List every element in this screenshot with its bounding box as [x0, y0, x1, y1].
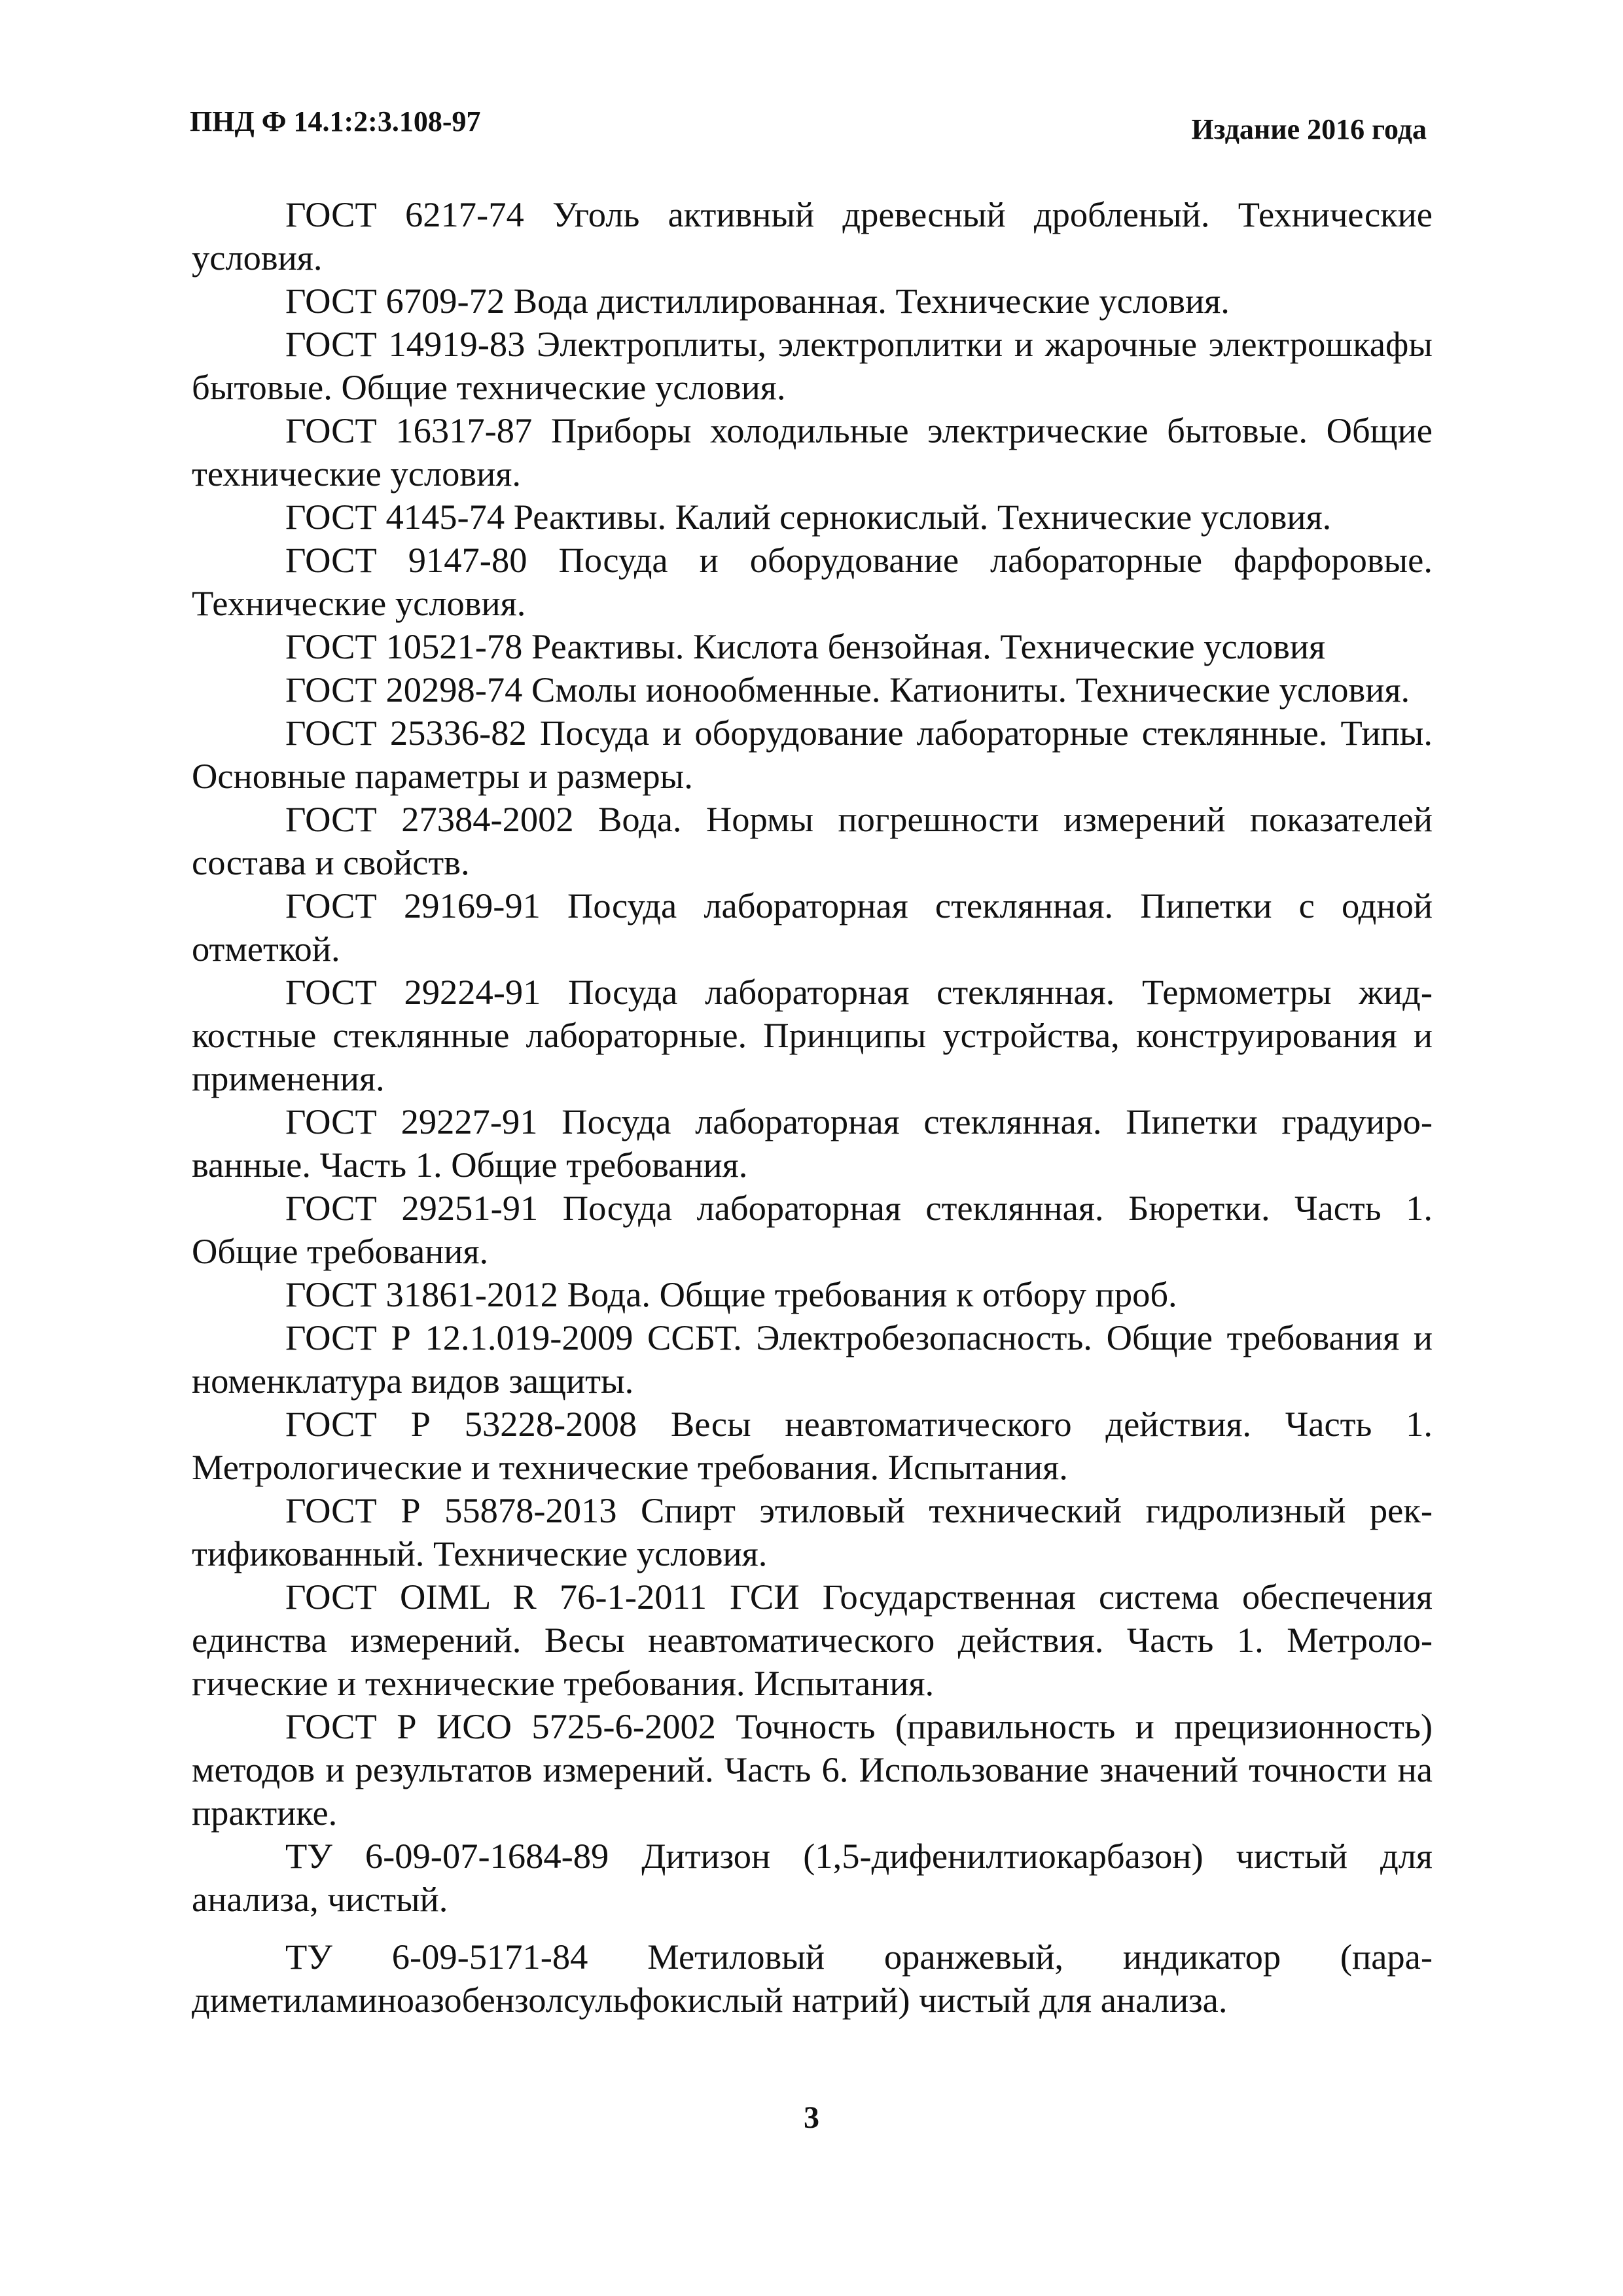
reference-item: ГОСТ 29224-91 Посуда лабораторная стеклянная. Термометры жидкостные стеклянные лабораторные. Принципы устройства, конструирования и применения. [192, 972, 1433, 1098]
reference-item: ГОСТ 14919-83 Электроплиты, электроплитки и жарочные электрошкафы бытовые. Общие технические условия. [192, 324, 1433, 407]
reference-item: ГОСТ 31861-2012 Вода. Общие требования к отбору проб. [285, 1274, 1177, 1314]
reference-item: ГОСТ OIML R 76-1-2011 ГСИ Государственная система обеспечения единства измерений. Весы неавтоматического действия. Часть 1. Метрологические и технические требования. Испытания. [192, 1577, 1433, 1703]
reference-item: ГОСТ Р 55878-2013 Спирт этиловый технический гидролизный ректификованный. Технические условия. [192, 1490, 1433, 1573]
reference-item: ГОСТ Р 53228-2008 Весы неавтоматического действия. Часть 1. Метрологические и технические требования. Испытания. [192, 1404, 1433, 1487]
document-code: ПНД Ф 14.1:2:3.108-97 [190, 105, 481, 137]
reference-item: ГОСТ Р 12.1.019-2009 ССБТ. Электробезопасность. Общие требования и номенклатура видов защиты. [192, 1318, 1433, 1401]
reference-item: ГОСТ 25336-82 Посуда и оборудование лабораторные стеклянные. Типы. Основные параметры и размеры. [192, 713, 1433, 796]
reference-item: ГОСТ 16317-87 Приборы холодильные электрические бытовые. Общие технические условия. [192, 410, 1433, 493]
reference-item: ГОСТ 6709-72 Вода дистиллированная. Технические условия. [285, 281, 1230, 321]
page-header [190, 105, 1427, 151]
reference-item: ГОСТ 20298-74 Смолы ионообменные. Катиониты. Технические условия. [285, 670, 1410, 709]
reference-item: ТУ 6-09-5171-84 Метиловый оранжевый, индикатор (парадиметиламиноазобензолсульфокислый натрий) чистый для анализа. [192, 1937, 1433, 2020]
reference-item: ГОСТ 4145-74 Реактивы. Калий сернокислый. Технические условия. [285, 497, 1332, 537]
reference-item: ГОСТ Р ИСО 5725-6-2002 Точность (правильность и прецизионность) методов и результатов измерений. Часть 6. Использование значений точности на практике. [192, 1706, 1433, 1833]
reference-item: ГОСТ 29169-91 Посуда лабораторная стеклянная. Пипетки с одной отметкой. [192, 886, 1433, 969]
reference-item: ГОСТ 27384-2002 Вода. Нормы погрешности измерений показателей состава и свойств. [192, 799, 1433, 882]
reference-item: ГОСТ 9147-80 Посуда и оборудование лабораторные фарфоровые. Технические условия. [192, 540, 1433, 623]
normative-references-list [192, 193, 1433, 2022]
reference-item: ГОСТ 6217-74 Уголь активный древесный дробленый. Технические условия. [192, 194, 1433, 278]
page-number: 3 [804, 2100, 819, 2135]
reference-item: ГОСТ 29251-91 Посуда лабораторная стеклянная. Бюретки. Часть 1. Общие требования. [192, 1188, 1433, 1271]
edition-label: Издание 2016 года [1191, 113, 1427, 145]
reference-item: ТУ 6-09-07-1684-89 Дитизон (1,5-дифенилтиокарбазон) чистый для анализа, чистый. [192, 1836, 1433, 1919]
reference-item: ГОСТ 10521-78 Реактивы. Кислота бензойная. Технические условия [285, 626, 1326, 666]
reference-item: ГОСТ 29227-91 Посуда лабораторная стеклянная. Пипетки градуированные. Часть 1. Общие требования. [192, 1102, 1433, 1185]
